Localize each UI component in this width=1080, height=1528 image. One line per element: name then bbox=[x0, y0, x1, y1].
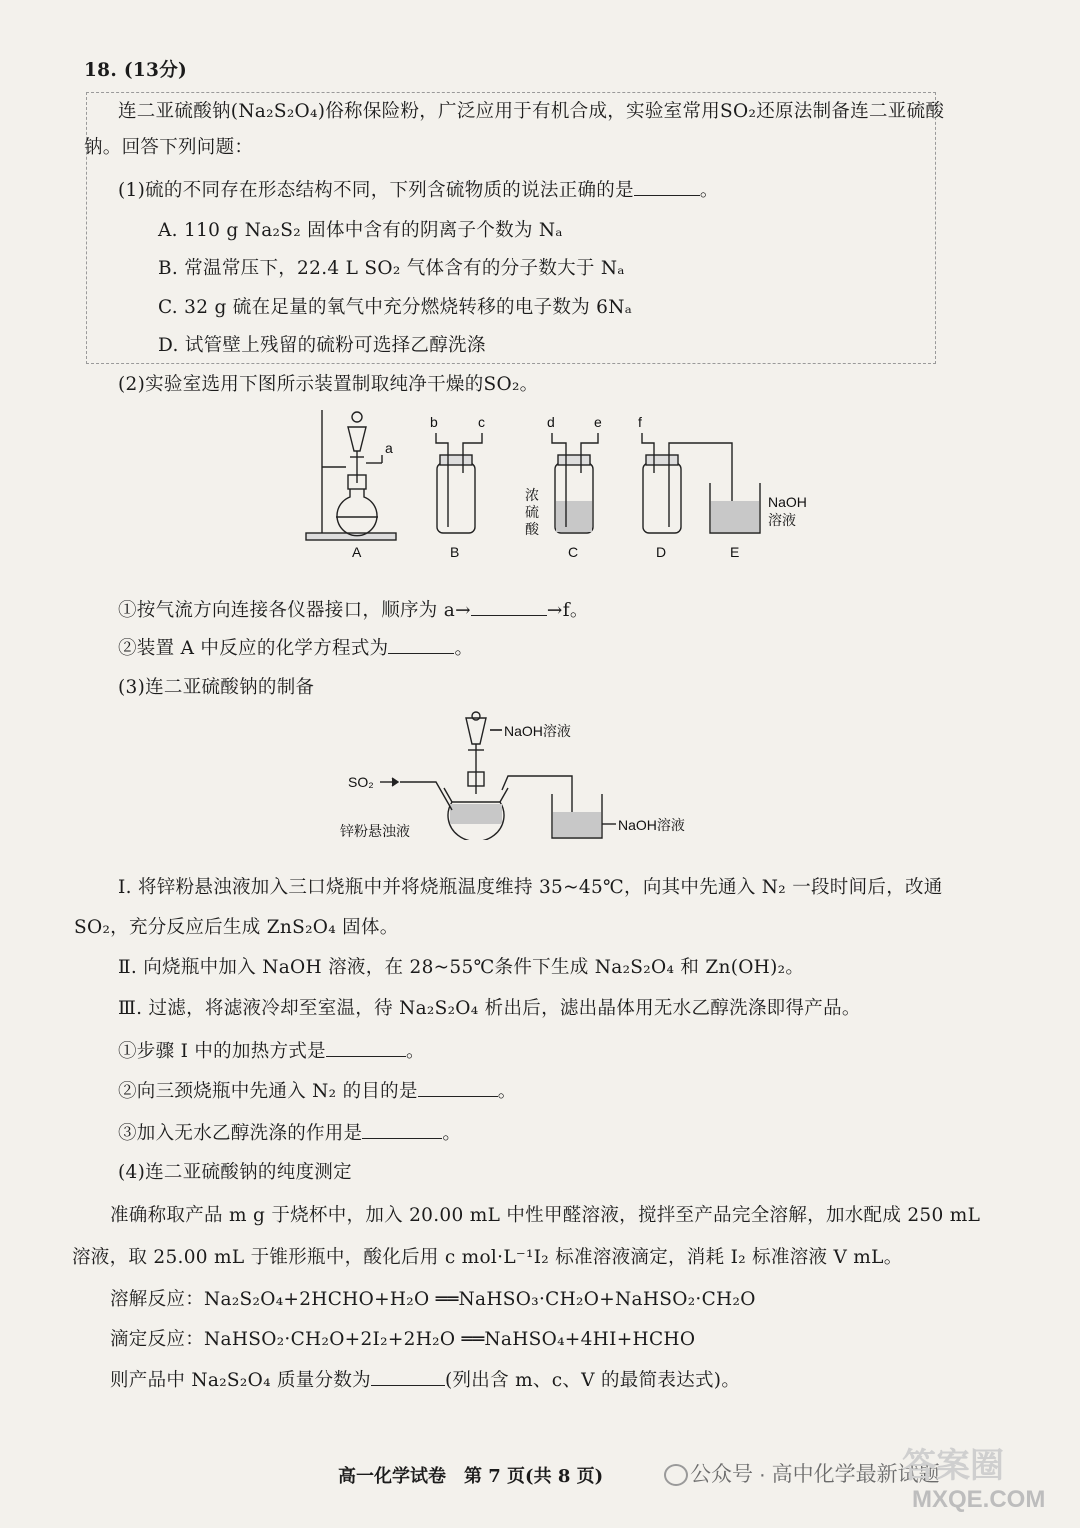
step2: Ⅱ. 向烧瓶中加入 NaOH 溶液，在 28~55℃条件下生成 Na₂S₂O₄ 和 Zn(OH)₂。 bbox=[118, 957, 805, 978]
unit-b: B bbox=[450, 544, 460, 560]
site-watermark: MXQE.COM bbox=[912, 1486, 1046, 1513]
port-b: b bbox=[430, 414, 438, 430]
port-f: f bbox=[638, 414, 642, 430]
so2-apparatus-figure bbox=[290, 405, 810, 570]
wechat-icon bbox=[664, 1464, 688, 1486]
step1-line1: Ⅰ. 将锌粉悬浊液加入三口烧瓶中并将烧瓶温度维持 35~45℃，向其中先通入 N₂ 一段时间后，改通 bbox=[118, 877, 943, 898]
part2-stem: (2)实验室选用下图所示装置制取纯净干燥的SO₂。 bbox=[118, 374, 539, 395]
part4-ask: 则产品中 Na₂S₂O₄ 质量分数为 (列出含 m、c、V 的最简表达式)。 bbox=[110, 1370, 741, 1391]
unit-c: C bbox=[568, 544, 579, 560]
part2-q2: ②装置 A 中反应的化学方程式为 。 bbox=[118, 638, 474, 659]
option-a: A. 110 g Na₂S₂ 固体中含有的阴离子个数为 Nₐ bbox=[158, 220, 563, 241]
wechat-watermark: 公众号 · 高中化学最新试题 bbox=[690, 1463, 940, 1486]
port-e: e bbox=[594, 414, 602, 430]
step3: Ⅲ. 过滤，将滤液冷却至室温，待 Na₂S₂O₄ 析出后，滤出晶体用无水乙醇洗涤即得产品。 bbox=[118, 998, 861, 1019]
acid-label-2: 硫 bbox=[525, 504, 539, 520]
logo-watermark: 答案圈 bbox=[902, 1447, 1004, 1485]
part4-line2: 溶液，取 25.00 mL 于锥形瓶中，酸化后用 c mol·L⁻¹I₂ 标准溶液滴定，消耗 I₂ 标准溶液 V mL。 bbox=[72, 1247, 903, 1268]
naoh-top-label: NaOH溶液 bbox=[504, 723, 571, 739]
option-c: C. 32 g 硫在足量的氧气中充分燃烧转移的电子数为 6Nₐ bbox=[158, 297, 633, 318]
step1-line2: SO₂，充分反应后生成 ZnS₂O₄ 固体。 bbox=[74, 917, 399, 938]
part1-stem: (1)硫的不同存在形态结构不同，下列含硫物质的说法正确的是 。 bbox=[118, 180, 719, 201]
intro-line-1: 连二亚硫酸钠(Na₂S₂O₄)俗称保险粉，广泛应用于有机合成，实验室常用SO₂还原法制备连二亚硫酸 bbox=[118, 101, 945, 122]
acid-label-3: 酸 bbox=[525, 521, 539, 537]
page-footer: 高一化学试卷 第 7 页(共 8 页) bbox=[338, 1466, 604, 1487]
part3-stem: (3)连二亚硫酸钠的制备 bbox=[118, 677, 315, 698]
titration-reaction: 滴定反应：NaHSO₂·CH₂O+2I₂+2H₂O ══NaHSO₄+4HI+HCHO bbox=[110, 1329, 696, 1350]
part3-q1: ①步骤 Ⅰ 中的加热方式是 。 bbox=[118, 1041, 425, 1062]
port-a: a bbox=[385, 440, 393, 456]
part4-stem: (4)连二亚硫酸钠的纯度测定 bbox=[118, 1162, 352, 1183]
naoh-label-2: 溶液 bbox=[768, 512, 796, 528]
naoh-label-1: NaOH bbox=[768, 494, 807, 510]
option-d: D. 试管壁上残留的硫粉可选择乙醇洗涤 bbox=[158, 335, 486, 356]
port-c: c bbox=[478, 414, 485, 430]
part3-q2: ②向三颈烧瓶中先通入 N₂ 的目的是 。 bbox=[118, 1081, 517, 1102]
question-number: 18. (13分) bbox=[84, 60, 188, 81]
part3-q3: ③加入无水乙醇洗涤的作用是 。 bbox=[118, 1123, 462, 1144]
three-neck-flask-figure bbox=[340, 710, 720, 840]
so2-label: SO₂ bbox=[348, 774, 374, 790]
option-b: B. 常温常压下，22.4 L SO₂ 气体含有的分子数大于 Nₐ bbox=[158, 258, 625, 279]
intro-line-2: 钠。回答下列问题： bbox=[84, 137, 254, 158]
naoh-beaker-label: NaOH溶液 bbox=[618, 817, 685, 833]
part4-line1: 准确称取产品 m g 于烧杯中，加入 20.00 mL 中性甲醛溶液，搅拌至产品完全溶解，加水配成 250 mL bbox=[110, 1205, 981, 1226]
acid-label-1: 浓 bbox=[525, 487, 539, 503]
unit-a: A bbox=[352, 544, 362, 560]
unit-d: D bbox=[656, 544, 667, 560]
dissolve-reaction: 溶解反应：Na₂S₂O₄+2HCHO+H₂O ══NaHSO₃·CH₂O+NaHSO₂·CH₂O bbox=[110, 1289, 756, 1310]
part2-q1: ①按气流方向连接各仪器接口，顺序为 a→ →f。 bbox=[118, 600, 589, 621]
unit-e: E bbox=[730, 544, 740, 560]
port-d: d bbox=[547, 414, 555, 430]
zinc-label: 锌粉悬浊液 bbox=[340, 823, 410, 839]
